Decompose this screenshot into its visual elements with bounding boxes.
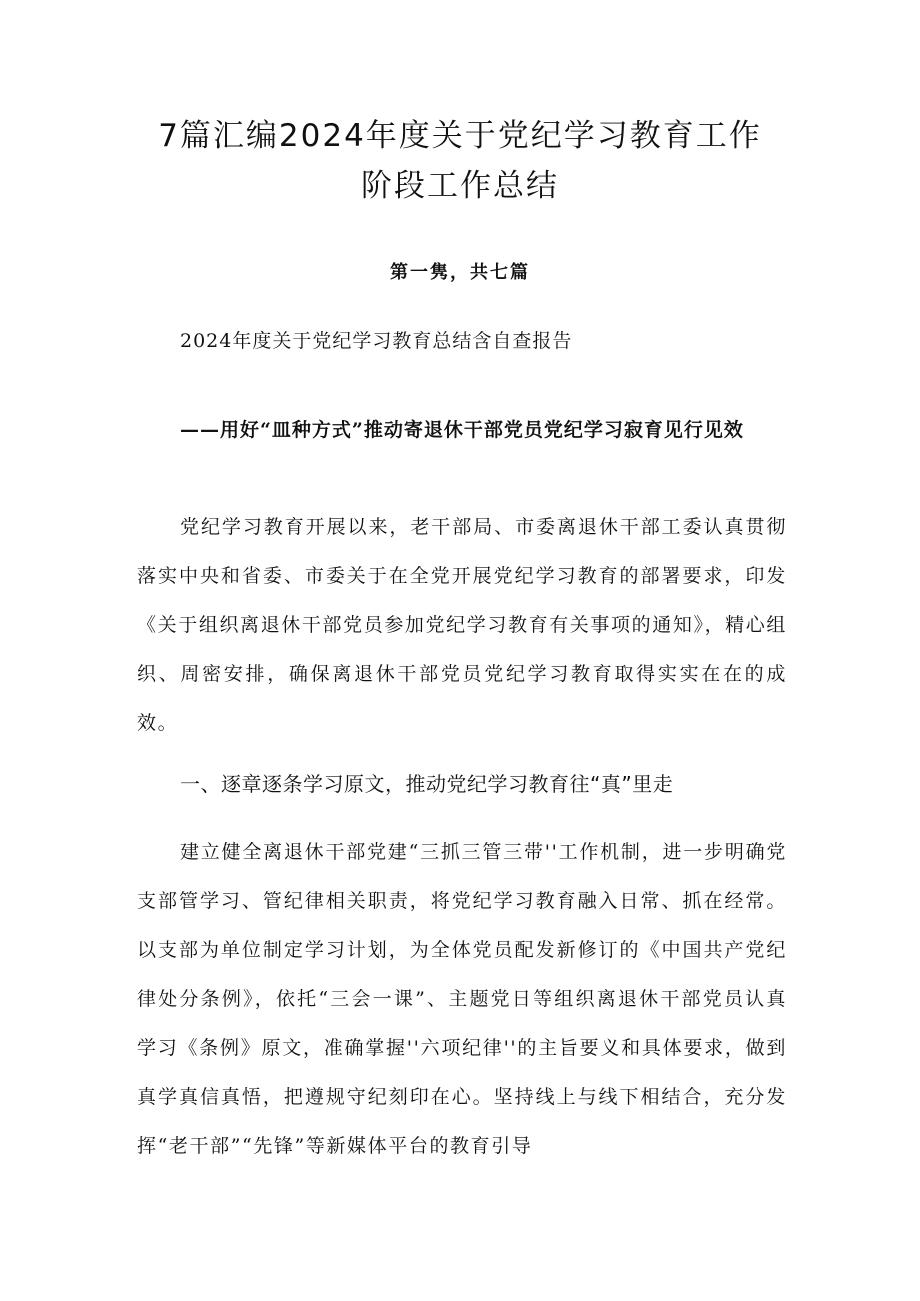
document-title-line-2: 阶段工作总结 <box>361 168 559 204</box>
body-paragraph-2: 建立健全离退休干部党建“三抓三管三带''工作机制，进一步明确党支部管学习、管纪律相关职责，将党纪学习教育融入日常、抓在经常。以支部为单位制定学习计划，为全体党员配发新修订的《中国共产党纪律处分条例》，依托“三会一课”、主题党日等组织离退休干部党员认真学习《条例》原文，准确掌握''六项纪律''的主旨要义和具体要求，做到真学真信真悟，把遵规守纪刻印在心。坚持线上与线下相结合，充分发挥“老干部”“先锋”等新媒体平台的教育引导 <box>137 841 787 1157</box>
section-heading-1: 一、逐章逐条学习原文，推动党纪学习教育往“真”里走 <box>180 772 674 796</box>
document-title-line-1: 7篇汇编2024年度关于党纪学习教育工作 <box>158 118 762 154</box>
body-paragraph-1: 党纪学习教育开展以来，老干部局、市委离退休干部工委认真贯彻落实中央和省委、市委关于在全党开展党纪学习教育的部署要求，印发《关于组织离退休干部党员参加党纪学习教育有关事项的通知》，精心组织、周密安排，确保离退休干部党员党纪学习教育取得实实在在的成效。 <box>137 516 787 734</box>
report-subtitle: ——用好“皿种方式”推动寄退休干部党员党纪学习寂育见行见效 <box>180 419 744 441</box>
report-title: 2024年度关于党纪学习教育总结含自查报告 <box>180 330 573 352</box>
part-label: 第一隽，共七篇 <box>390 262 530 283</box>
